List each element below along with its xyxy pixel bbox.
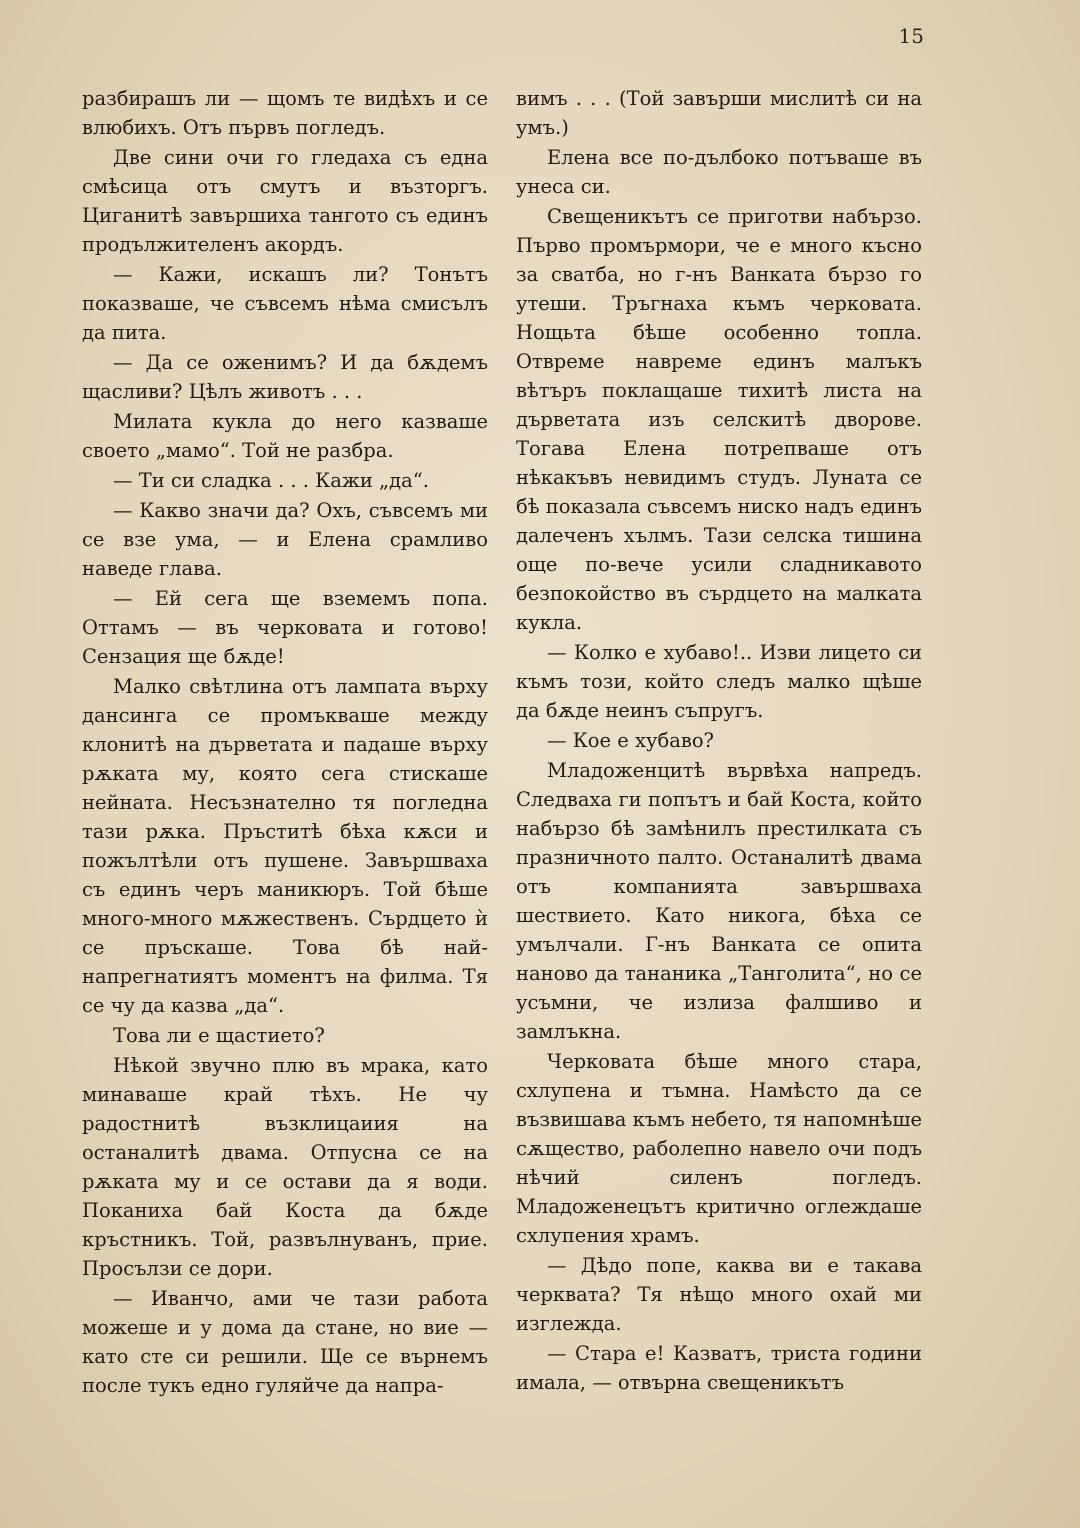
paragraph: — Ей сега ще вземемъ попа. Оттамъ — въ черковата и готово! Сензация ще бѫде! [82, 587, 488, 668]
paragraph: Черковата бѣше много стара, схлупена и тъмна. Намѣсто да се възвишава къмъ небето, тя напомнѣше сѫщество, раболепно навело очи подъ нѣчий силенъ погледъ. Младоженецътъ критично оглеждаше схлупения храмъ. [516, 1050, 922, 1247]
paragraph: вимъ . . . (Той завърши мислитѣ си на умъ.) [516, 87, 922, 139]
paragraph: — Какво значи да? Охъ, съвсемъ ми се взе ума, — и Елена срамливо наведе глава. [82, 499, 488, 580]
paragraph: — Иванчо, ами че тази работа можеше и у дома да стане, но вие — като сте си решили. Ще се върнемъ после тукъ едно гуляйче да напра- [82, 1287, 488, 1397]
paragraph: Елена все по-дълбоко потъваше въ унеса си. [516, 146, 922, 198]
paragraph: — Ти си сладка . . . Кажи „да“. [113, 469, 429, 492]
paragraph: Милата кукла до него казваше своето „мамо“. Той не разбра. [82, 410, 488, 462]
paragraph: Свещеникътъ се приготви набързо. Първо промърмори, че е много късно за сватба, но г-нъ Ванката бързо го утеши. Тръгнаха къмъ черковата. Нощьта бѣше особенно топла. Отвреме навреме единъ малъкъ вѣтъръ поклащаше тихитѣ листа на дърветата изъ селскитѣ дворове. Тогава Елена потрепваше отъ нѣкакъвъ невидимъ студъ. Луната се бѣ показала съвсемъ ниско надъ единъ далеченъ хълмъ. Тази селска тишина още по-вече усили сладникавото безпокойство въ сърдцето на малката кукла. [516, 205, 922, 634]
paragraph: Малко свѣтлина отъ лампата върху дансинга се промъкваше между клонитѣ на дърветата и падаше върху рѫката му, която сега стискаше нейната. Несъзнателно тя погледна тази рѫка. Пръститѣ бѣха кѫси и пожълтѣли отъ пушене. Завършваха съ единъ черъ маникюръ. Той бѣше много-много мѫжественъ. Сърдцето ѝ се пръскаше. Това бѣ най-напрегнатиятъ моментъ на филма. Тя се чу да казва „да“. [82, 675, 488, 1017]
page-number: 15 [898, 24, 924, 48]
paragraph: — Дѣдо попе, каква ви е такава черквата? Тя нѣщо много охай ми изглежда. [516, 1254, 922, 1335]
paragraph: — Стара е! Казватъ, триста години имала, — отвърна свещеникътъ [516, 1342, 922, 1394]
paragraph: Това ли е щастието? [113, 1024, 325, 1047]
paragraph: — Да се оженимъ? И да бѫдемъ щасливи? Цѣлъ животъ . . . [82, 351, 488, 403]
paragraph: разбирашъ ли — щомъ те видѣхъ и се влюбихъ. Отъ първъ погледъ. [82, 87, 488, 139]
right-column [516, 84, 922, 1398]
paragraph: — Кое е хубаво? [547, 729, 715, 752]
paragraph: Две сини очи го гледаха съ една смѣсица отъ смутъ и възторгъ. Циганитѣ завършиха тангото съ единъ продължителенъ акордъ. [82, 146, 488, 256]
paragraph: — Кажи, искашъ ли? Тонътъ показваше, че съвсемъ нѣма смисълъ да пита. [82, 263, 488, 344]
paragraph: Нѣкой звучно плю въ мрака, като минаваше край тѣхъ. Не чу радостнитѣ възклицаиия на останалитѣ двама. Отпусна се на рѫката му и се остави да я води. Поканиха бай Коста да бѫде кръстникъ. Той, развълнуванъ, прие. Просълзи се дори. [82, 1054, 488, 1280]
paragraph: Младоженцитѣ вървѣха напредъ. Следваха ги попътъ и бай Коста, който набързо бѣ замѣнилъ престилката съ празничното палто. Останалитѣ двама отъ компанията завършваха шествието. Като никога, бѣха се умълчали. Г-нъ Ванката се опита наново да тананика „Танголита“, но се усъмни, че излиза фалшиво и замлъкна. [516, 759, 922, 1043]
left-column [82, 84, 488, 1401]
paragraph: — Колко е хубаво!.. Изви лицето си къмъ този, който следъ малко щѣше да бѫде неинъ съпругъ. [516, 641, 922, 722]
